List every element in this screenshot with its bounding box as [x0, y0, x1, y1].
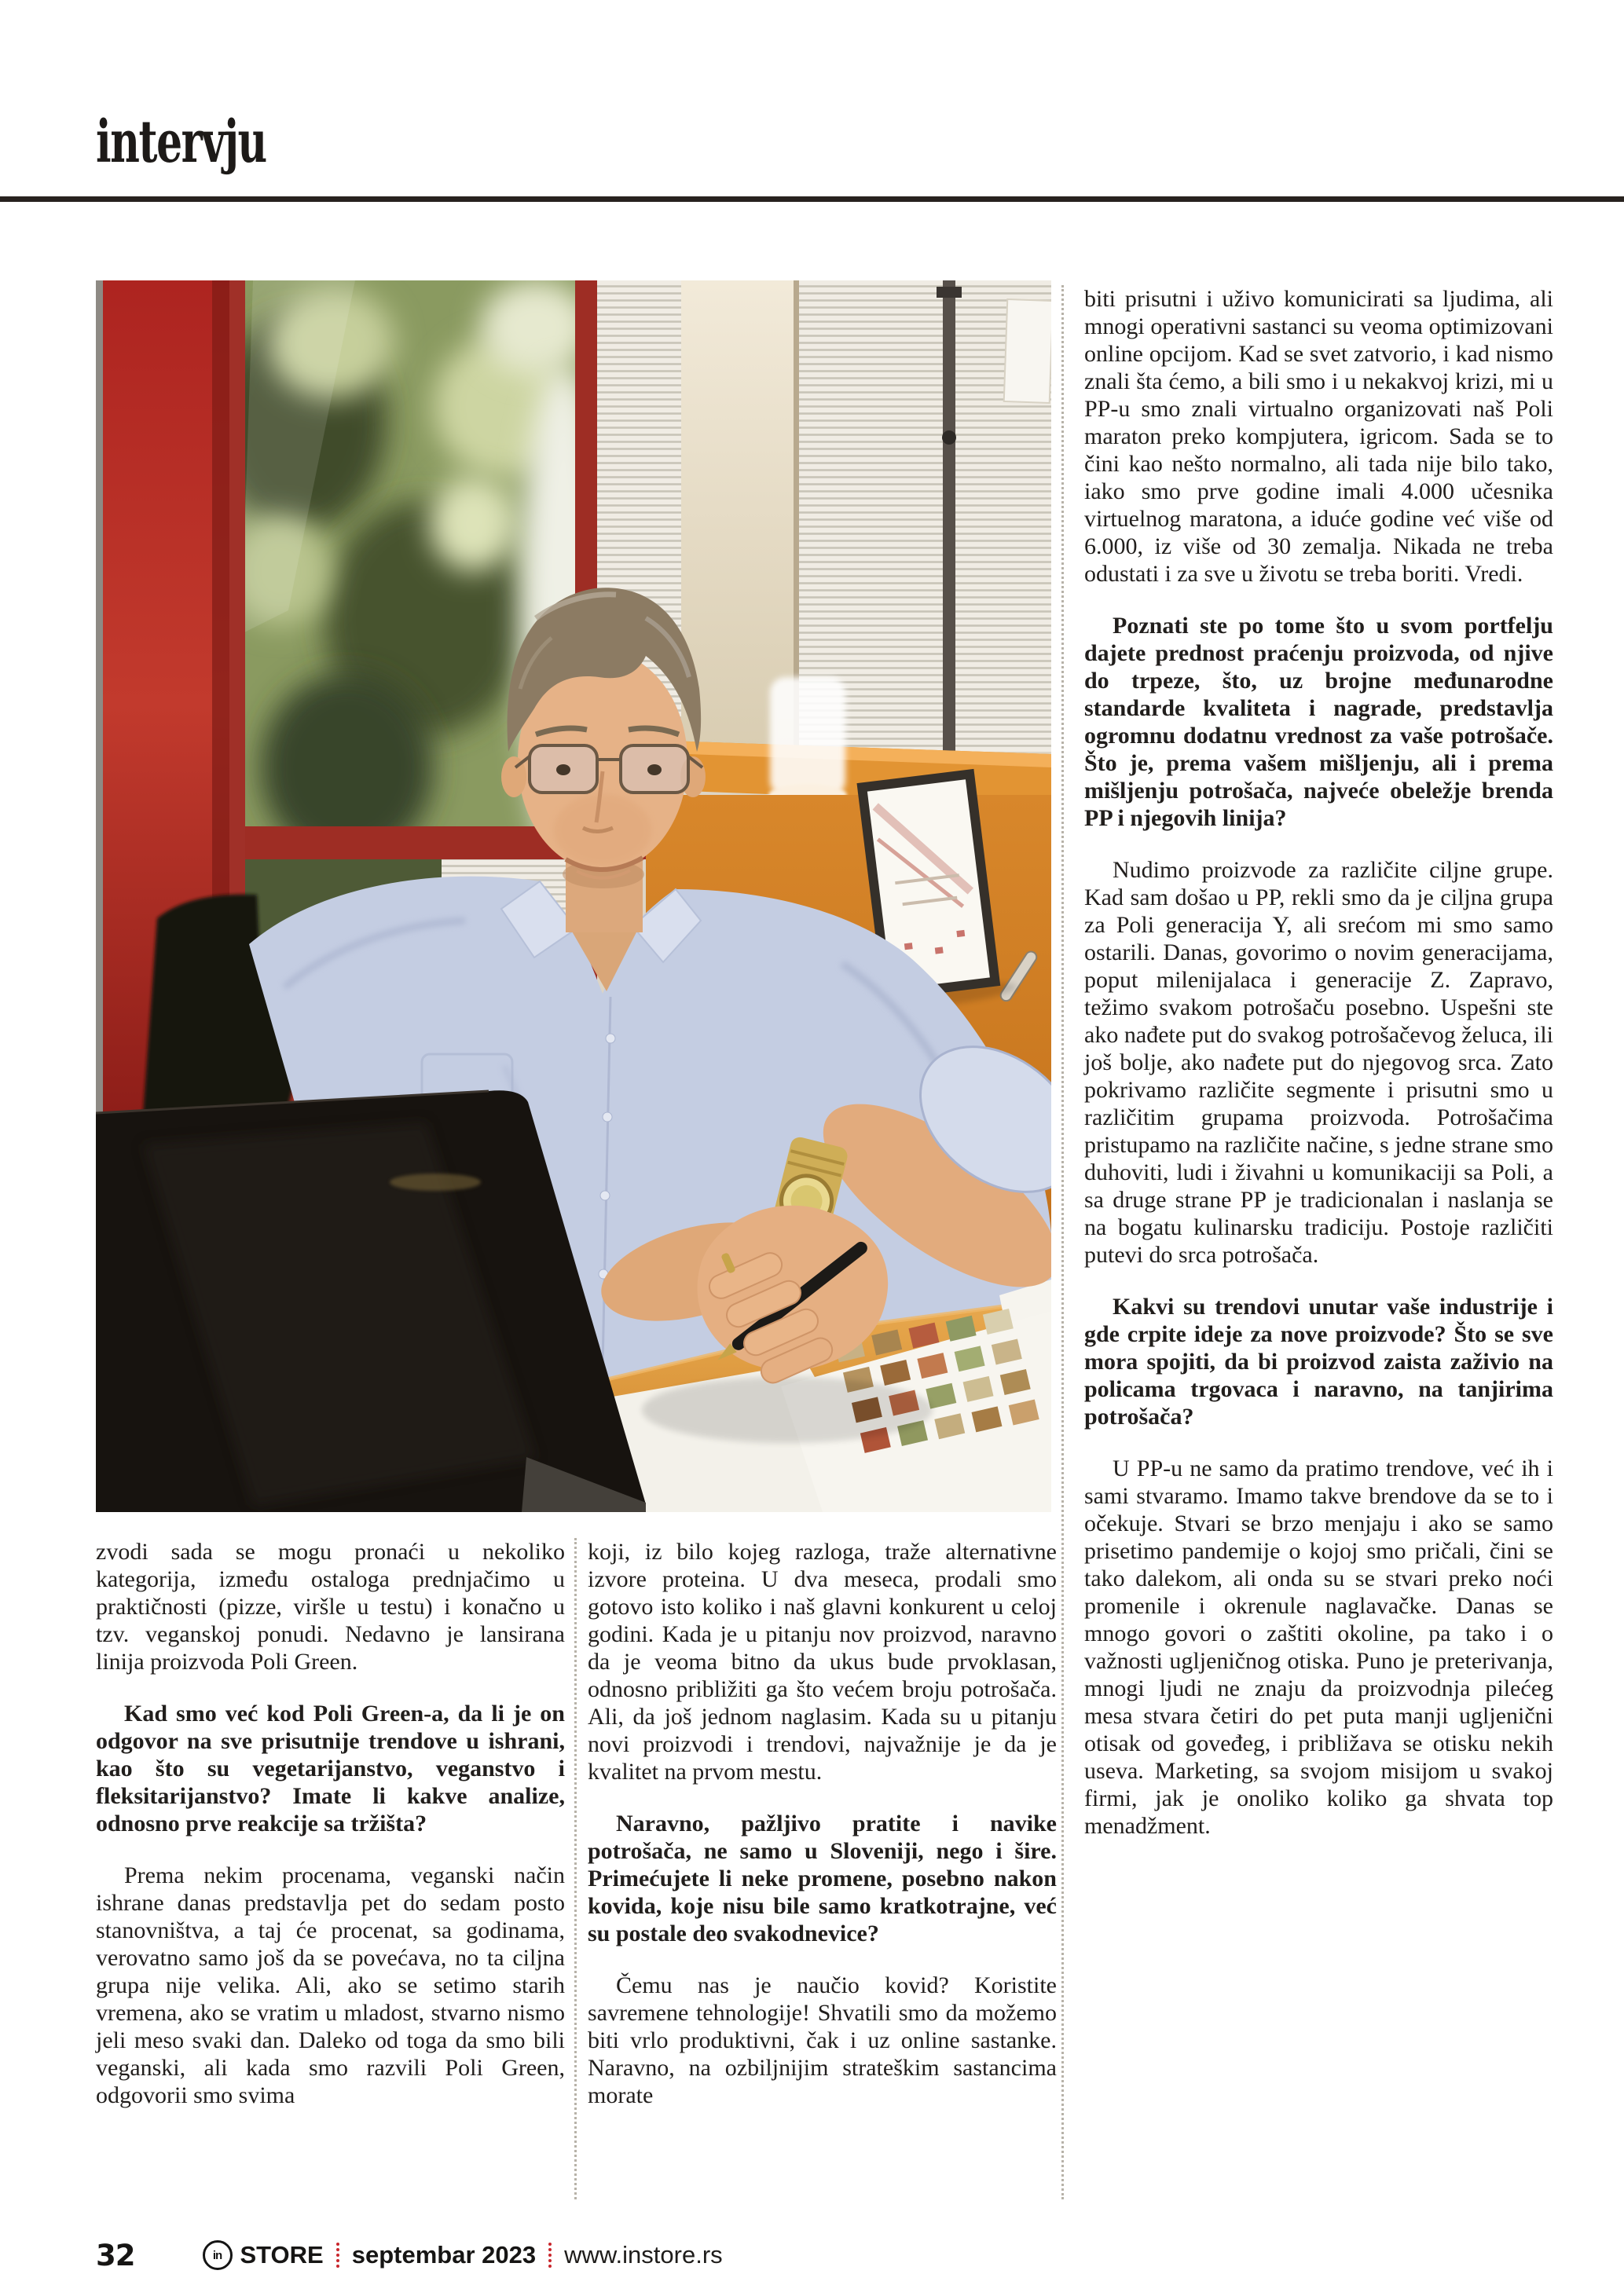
interview-photo — [96, 280, 1051, 1512]
website-url: www.instore.rs — [564, 2241, 723, 2269]
column-separator — [574, 1538, 577, 2199]
paragraph: koji, iz bilo kojeg razloga, traže alternativne izvore proteina. U dva meseca, prodali smo gotovo isto koliko i naš glavni konkurent u celoj godini. Kada je u pitanju nov proizvod, naravno da je veoma bitno da ukus bude prvoklasan, odnosno približiti ga što većem broju potrošača. Ali, da još jednom naglasim. Kada su u pitanju novi proizvodi i trendovi, najvažnije je da je kvalitet na prvom mestu. — [588, 1539, 1057, 1785]
question-paragraph: Kad smo već kod Poli Green-a, da li je on odgovor na sve prisutnije trendove u ishrani, kao što su vegetarijanstvo, veganstvo i fleksitarijanstvo? Imate li kakve analize, odnosno prve reakcije sa tržišta? — [96, 1701, 565, 1836]
paragraph: U PP-u ne samo da pratimo trendove, već ih i sami stvaramo. Imamo takve brendove da se to i očekuje. Stvari se brzo menjaju i ako se samo prisetimo pandemije o kojoj smo pričali, čini se tako dalekom, ali onda su se stvari preko noći promenile i okrenule naglavačke. Danas se mnogo govori o zaštiti okoline, pa tako i o važnosti ugljeničnog otiska. Puno je preterivanja, mnogi ljudi ne znaju da proizvodnja pilećeg mesa stvara četiri do pet puta manji ugljenični otisak od goveđeg, i približava se otisku nekih useva. Marketing, sa svojom misijom u svakoj firmi, jak je onoliko koliko ga shvata top menadžment. — [1084, 1456, 1553, 1839]
window-pole — [943, 280, 955, 761]
paragraph: Čemu nas je naučio kovid? Koristite savremene tehnologije! Shvatili smo da možemo biti vrlo produktivni, čak i uz online sastanke. Naravno, na ozbiljnijim strateškim sastancima morate — [588, 1972, 1057, 2108]
instore-logo-icon: in — [203, 2240, 233, 2270]
footer-divider-icon — [336, 2243, 339, 2268]
paragraph: zvodi sada se mogu pronaći u nekoliko kategorija, između ostaloga prednjačimo u praktičnosti (pizze, viršle u testu) i konačno u tzv. veganskoj ponudi. Nedavno je lansirana linija proizvoda Poli Green. — [96, 1539, 565, 1675]
question-paragraph: Poznati ste po tome što u svom portfelju dajete prednost praćenju proizvoda, od njive do trpeze, što, uz brojne međunarodne standarde kvaliteta i nagrade, predstavlja ogromnu dodatnu vrednost za vaše potrošače. Što je, prema vašem mišljenju, ali i prema mišljenju potrošača, najveće obeležje brenda PP i njegovih linija? — [1084, 613, 1553, 831]
question-paragraph: Naravno, pažljivo pratite i navike potrošača, ne samo u Sloveniji, nego i šire. Primećujete li neke promene, posebno nakon kovida, koje nisu bile samo kratkotrajne, već su postale deo svakodnevice? — [588, 1811, 1057, 1946]
paragraph: biti prisutni i uživo komunicirati sa ljudima, ali mnogi operativni sastanci su veoma optimizovani online opcijom. Kad se svet zatvorio, i kad nismo znali šta ćemo, a bili smo i u nekakvoj krizi, mi u PP-u smo znali virtualno organizovati naš Poli maraton preko kompjutera, igricom. Sada se to čini kao nešto normalno, ali tada nije bilo tako, iako smo prve godine imali 4.000 učesnika virtuelnog maratona, a iduće godine već više od 6.000, iz više od 30 zemalja. Nikada ne treba odustati i za sve u životu se treba boriti. Vredi. — [1084, 286, 1553, 587]
footer-divider-icon — [548, 2243, 552, 2268]
question-paragraph: Kakvi su trendovi unutar vaše industrije i gde crpite ideje za nove proizvode? Što se sve mora spojiti, da bi proizvod zaista zaživio na policama trgovaca i naravno, na tanjirima potrošača? — [1084, 1294, 1553, 1430]
brand-name: STORE — [240, 2241, 324, 2269]
paragraph: Nudimo proizvode za različite ciljne grupe. Kad sam došao u PP, rekli smo da je ciljna grupa za Poli generacija Y, ali srećom mi smo samo ostarili. Danas, govorimo o novim generacijama, poput milenijalaca i generacije Z. Zapravo, težimo svakom potrošaču posebno. Uspešni ste ako nađete put do svakog potrošačevog želuca, ili još bolje, ako nađete put do njegovog srca. Zato pokrivamo različite segmente i prisutni smo u različitim grupama proizvoda. Potrošačima pristupamo na različite načine, s jedne strane smo duhoviti, ludi i živahni u komunikaciji sa Poli, a sa druge strane PP je tradicionalan i naslanja se na bogatu kulinarsku tradiciju. Postoje različiti putevi do srca potrošača. — [1084, 857, 1553, 1268]
column-middle — [588, 1538, 1057, 2109]
column-right — [1084, 285, 1553, 1840]
white-cup — [768, 677, 847, 805]
column-left — [96, 1538, 565, 2109]
section-title: intervju — [96, 108, 266, 176]
issue-date: septembar 2023 — [351, 2241, 537, 2269]
page-number: 32 — [96, 2238, 135, 2272]
wall-paper — [1004, 299, 1051, 403]
column-separator — [1061, 285, 1064, 2199]
masthead-rule — [0, 196, 1624, 202]
laptop-logo — [390, 1174, 481, 1191]
page-footer — [96, 2239, 1561, 2272]
paragraph: Prema nekim procenama, veganski način ishrane danas predstavlja pet do sedam posto stanovništva, a taj će procenat, sa godinama, verovatno samo još da se povećava, no ta ciljna grupa nije velika. Ali, ako se setimo starih vremena, ako se vratim u mladost, stvarno nismo jeli meso svaki dan. Daleko od toga da smo bili veganski, ali kada smo razvili Poli Green, odgovorii smo svima — [96, 1862, 565, 2108]
